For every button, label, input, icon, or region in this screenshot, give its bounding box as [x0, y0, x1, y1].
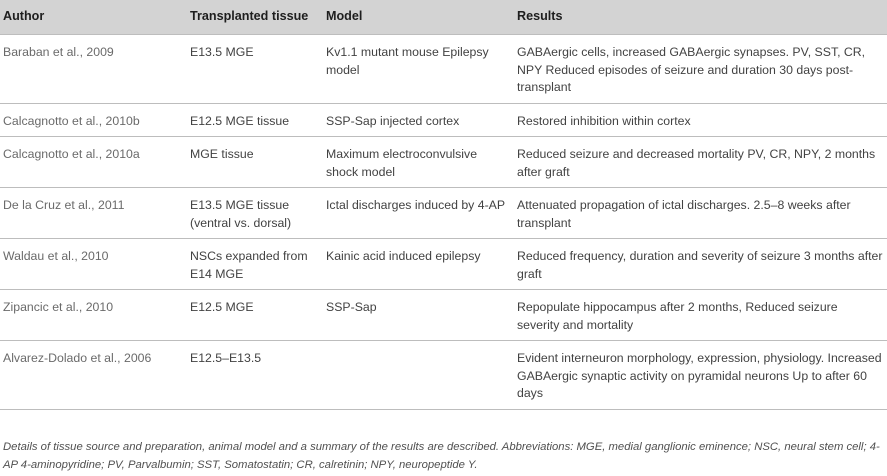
cell-model: Kainic acid induced epilepsy	[322, 239, 513, 290]
cell-author: De la Cruz et al., 2011	[0, 188, 186, 239]
table-row	[0, 341, 887, 410]
header-results: Results	[513, 0, 887, 35]
cell-model	[322, 341, 513, 410]
cell-model: SSP-Sap	[322, 290, 513, 341]
header-transplanted-tissue: Transplanted tissue	[186, 0, 322, 35]
cell-model: Kv1.1 mutant mouse Epilepsy model	[322, 35, 513, 104]
table-header-row	[0, 0, 887, 35]
cell-author: Baraban et al., 2009	[0, 35, 186, 104]
cell-results: Reduced frequency, duration and severity of seizure 3 months after graft	[513, 239, 887, 290]
cell-author: Alvarez-Dolado et al., 2006	[0, 341, 186, 410]
table-row	[0, 35, 887, 104]
header-author: Author	[0, 0, 186, 35]
cell-model: SSP-Sap injected cortex	[322, 103, 513, 137]
header-model: Model	[322, 0, 513, 35]
cell-tissue: E13.5 MGE tissue (ventral vs. dorsal)	[186, 188, 322, 239]
table-footnote: Details of tissue source and preparation, animal model and a summary of the results are described. Abbreviations: MGE, medial ganglionic eminence; NSC, neural stem cell; 4-AP 4-aminopyridine; PV, Parvalbumin; SST, Somatostatin; CR, calretinin; NPY, neuropeptide Y.	[3, 441, 880, 471]
cell-model: Ictal discharges induced by 4-AP	[322, 188, 513, 239]
cell-results: Restored inhibition within cortex	[513, 103, 887, 137]
cell-tissue: E12.5–E13.5	[186, 341, 322, 410]
cell-author: Waldau et al., 2010	[0, 239, 186, 290]
cell-tissue: E12.5 MGE	[186, 290, 322, 341]
cell-results: Attenuated propagation of ictal discharges. 2.5–8 weeks after transplant	[513, 188, 887, 239]
cell-tissue: E13.5 MGE	[186, 35, 322, 104]
table-row	[0, 239, 887, 290]
table-row	[0, 137, 887, 188]
cell-results: GABAergic cells, increased GABAergic synapses. PV, SST, CR, NPY Reduced episodes of seizure and duration 30 days post-transplant	[513, 35, 887, 104]
cell-author: Calcagnotto et al., 2010a	[0, 137, 186, 188]
cell-model: Maximum electroconvulsive shock model	[322, 137, 513, 188]
cell-results: Evident interneuron morphology, expression, physiology. Increased GABAergic synaptic activity on pyramidal neurons Up to after 60 days	[513, 341, 887, 410]
cell-author: Zipancic et al., 2010	[0, 290, 186, 341]
table-row	[0, 103, 887, 137]
cell-tissue: E12.5 MGE tissue	[186, 103, 322, 137]
cell-results: Repopulate hippocampus after 2 months, Reduced seizure severity and mortality	[513, 290, 887, 341]
table-row	[0, 188, 887, 239]
cell-tissue: NSCs expanded from E14 MGE	[186, 239, 322, 290]
table-row	[0, 290, 887, 341]
cell-author: Calcagnotto et al., 2010b	[0, 103, 186, 137]
cell-results: Reduced seizure and decreased mortality PV, CR, NPY, 2 months after graft	[513, 137, 887, 188]
cell-tissue: MGE tissue	[186, 137, 322, 188]
